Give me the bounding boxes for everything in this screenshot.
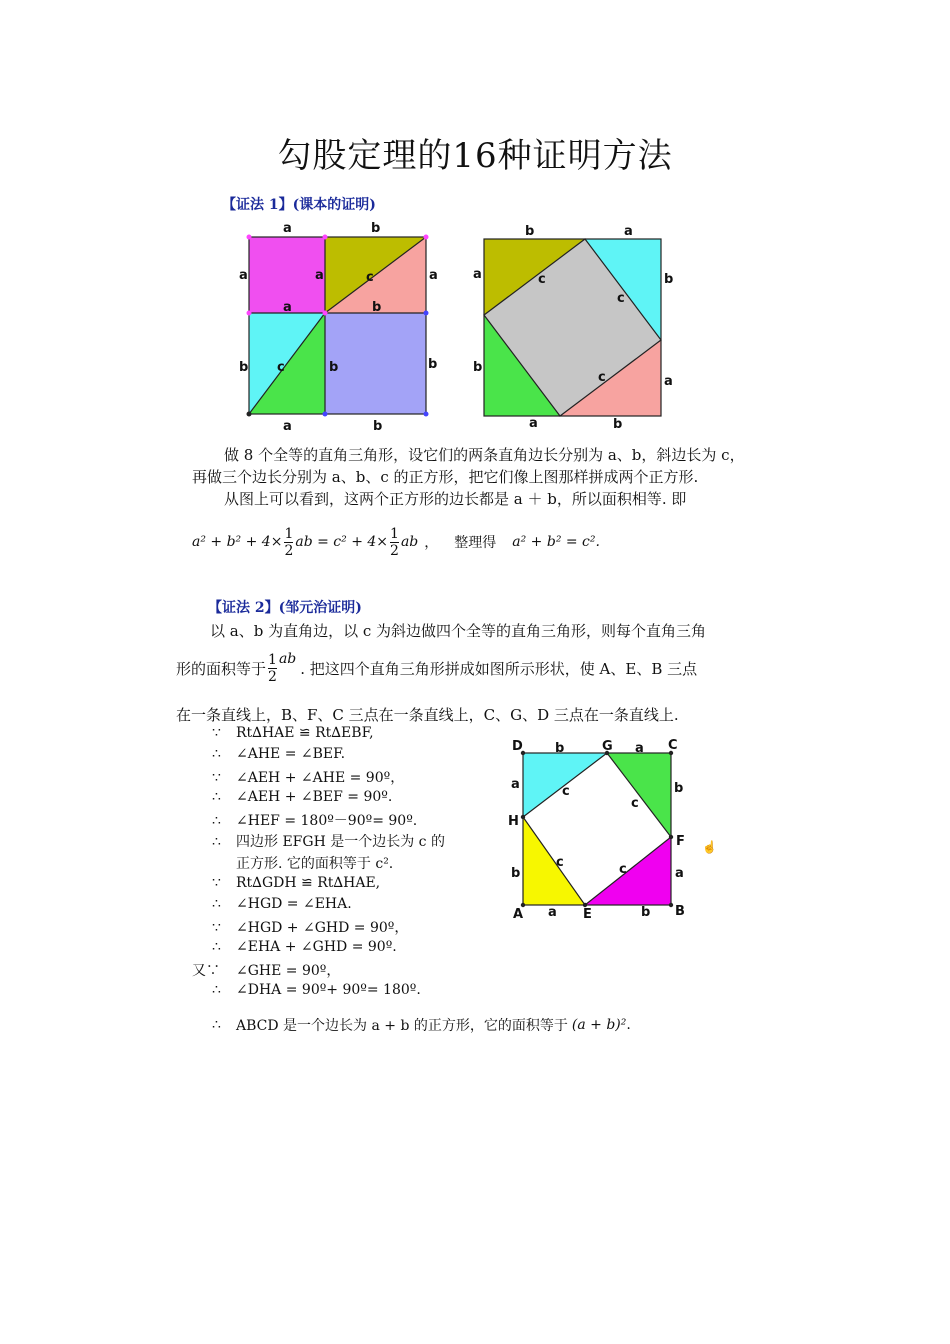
step: ∴ ∠AEH + ∠BEF = 90º. — [212, 789, 393, 805]
svg-text:a: a — [529, 416, 538, 431]
proof2-conclusion: ∴ ABCD 是一个边长为 a + b 的正方形，它的面积等于 (a + b)² . — [212, 1017, 631, 1034]
step: 又∵ ∠GHE = 90º， — [192, 963, 341, 979]
step: ∴ ∠HEF = 180º－90º= 90º. — [212, 813, 418, 829]
label-a: a — [283, 221, 292, 236]
svg-text:b: b — [473, 360, 483, 375]
step: ∴ ∠HGD = ∠EHA. — [212, 896, 352, 912]
svg-text:a: a — [635, 741, 644, 756]
svg-text:c: c — [617, 291, 625, 306]
proof2-figure — [505, 735, 720, 925]
proof2-heading: 【证法 2】(邹元治证明) — [208, 600, 362, 616]
step: ∵ ∠AEH + ∠AHE = 90º， — [212, 770, 405, 786]
svg-text:c: c — [277, 360, 285, 375]
svg-text:b: b — [664, 272, 674, 287]
svg-text:c: c — [631, 796, 639, 811]
proof1-text-1: 做 8 个全等的直角三角形，设它们的两条直角边长分别为 a、b，斜边长为 c， — [224, 446, 745, 464]
svg-text:a: a — [664, 374, 673, 389]
svg-text:b: b — [555, 741, 565, 756]
point-b: B — [675, 904, 685, 919]
svg-text:c: c — [619, 862, 627, 877]
svg-text:c: c — [366, 270, 374, 285]
svg-text:a: a — [283, 300, 292, 315]
proof1-equation: a² + b² + 4× $\frac{1}{2}$ ab = c² + 4× $\frac{1}{2}$ ab ， 整理得 a² + b² = c². — [192, 525, 600, 559]
svg-text:c: c — [556, 855, 564, 870]
svg-text:c: c — [598, 370, 606, 385]
svg-text:a: a — [675, 866, 684, 881]
step: ∵ Rt∆HAE ≌ Rt∆EBF, — [212, 725, 374, 741]
step: ∵ Rt∆GDH ≌ Rt∆HAE, — [212, 875, 381, 891]
svg-text:c: c — [562, 784, 570, 799]
proof1-heading: 【证法 1】(课本的证明) — [222, 197, 376, 213]
point-h: H — [508, 814, 519, 829]
svg-text:b: b — [371, 221, 381, 236]
point-e: E — [583, 907, 592, 922]
svg-text:b: b — [372, 300, 382, 315]
square-b-squared — [325, 313, 426, 414]
svg-text:b: b — [329, 360, 339, 375]
step: ∵ ∠HGD + ∠GHD = 90º， — [212, 920, 409, 936]
svg-text:b: b — [674, 781, 684, 796]
svg-text:b: b — [428, 357, 438, 372]
point-f: F — [676, 834, 685, 849]
svg-text:a: a — [548, 905, 557, 920]
proof2-text-3: 在一条直线上，B、F、C 三点在一条直线上，C、G、D 三点在一条直线上. — [176, 706, 679, 724]
proof1-text-2: 再做三个边长分别为 a、b、c 的正方形，把它们像上图那样拼成两个正方形. — [192, 468, 699, 486]
svg-text:c: c — [538, 272, 546, 287]
svg-text:b: b — [511, 866, 521, 881]
svg-text:a: a — [315, 268, 324, 283]
step: ∴ 四边形 EFGH 是一个边长为 c 的 — [212, 834, 445, 850]
proof1-text-3: 从图上可以看到，这两个正方形的边长都是 a ＋ b，所以面积相等. 即 — [224, 490, 687, 508]
svg-text:a: a — [624, 224, 633, 239]
svg-text:b: b — [239, 360, 249, 375]
hand-cursor-icon: ☝ — [702, 840, 717, 854]
svg-text:a: a — [239, 268, 248, 283]
point-a: A — [513, 907, 524, 922]
proof1-figure — [232, 215, 682, 435]
step: ∴ ∠EHA + ∠GHD = 90º. — [212, 939, 397, 955]
step: 正方形. 它的面积等于 c². — [236, 856, 394, 872]
svg-text:a: a — [473, 267, 482, 282]
svg-text:a: a — [511, 777, 520, 792]
point-c: C — [668, 738, 678, 753]
svg-text:b: b — [525, 224, 535, 239]
proof2-text-2: 形的面积等于 $\frac{1}{2}$ ab . 把这四个直角三角形拼成如图所示形状，使 A、E、B 三点 — [176, 650, 698, 685]
svg-text:b: b — [641, 905, 651, 920]
proof2-text-1: 以 a、b 为直角边，以 c 为斜边做四个全等的直角三角形，则每个直角三角 — [210, 622, 707, 640]
svg-text:a: a — [283, 419, 292, 434]
page-title: 勾股定理的16种证明方法 — [277, 136, 673, 176]
svg-text:b: b — [613, 417, 623, 432]
svg-text:a: a — [429, 268, 438, 283]
step: ∴ ∠AHE = ∠BEF. — [212, 746, 346, 762]
svg-text:b: b — [373, 419, 383, 434]
point-d: D — [512, 739, 523, 754]
step: ∴ ∠DHA = 90º+ 90º= 180º. — [212, 982, 421, 998]
point-g: G — [602, 739, 613, 754]
